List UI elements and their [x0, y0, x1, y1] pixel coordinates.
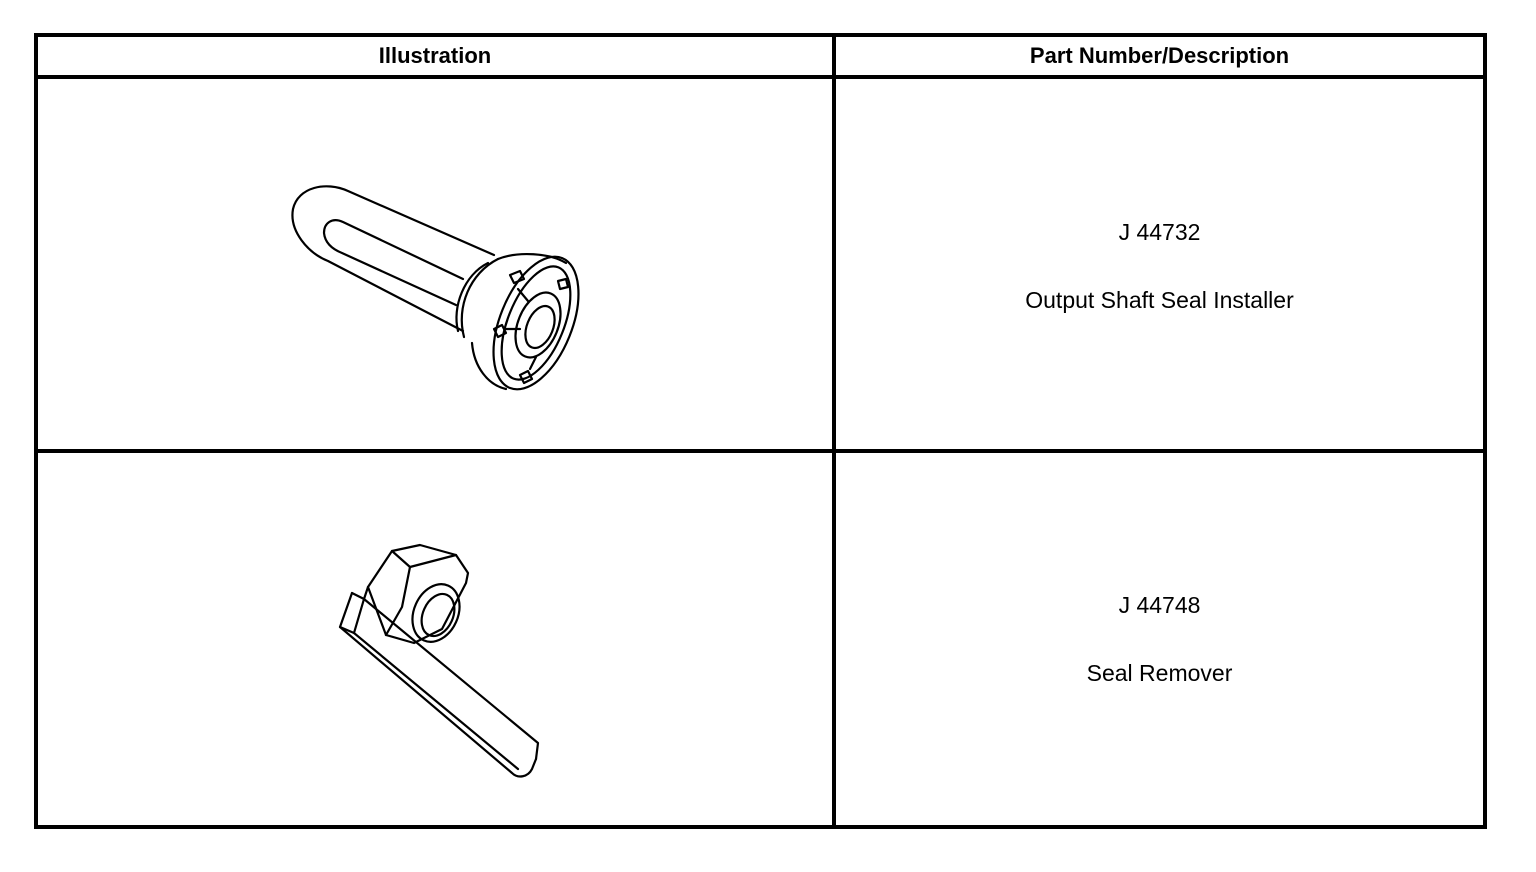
part-description: Output Shaft Seal Installer	[1025, 287, 1294, 313]
part-description: Seal Remover	[1086, 660, 1233, 686]
seal-remover-icon	[338, 537, 558, 797]
description-cell	[834, 451, 1485, 827]
part-number: J 44732	[1118, 219, 1201, 245]
table-row	[36, 451, 1485, 827]
seal-installer-icon	[288, 179, 588, 399]
header-part-number-description: Part Number/Description	[834, 35, 1485, 77]
illustration-cell	[36, 451, 834, 827]
illustration-cell	[36, 77, 834, 451]
part-number: J 44748	[1118, 592, 1201, 618]
header-row	[36, 35, 1485, 77]
special-tools-table	[34, 33, 1487, 829]
header-illustration: Illustration	[36, 35, 834, 77]
description-cell	[834, 77, 1485, 451]
table-row	[36, 77, 1485, 451]
